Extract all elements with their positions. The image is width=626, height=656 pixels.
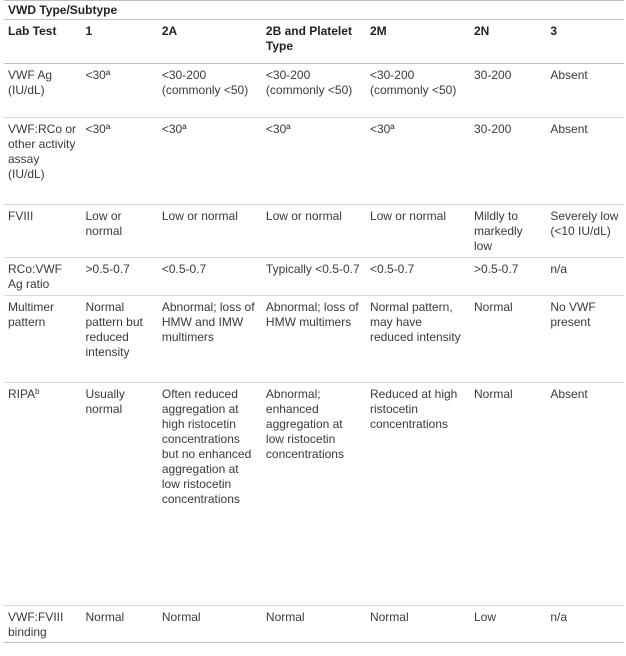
col-header-type-3: 3	[546, 20, 624, 64]
row-label: VWF:FVIII binding	[4, 606, 81, 643]
table-cell: <30ª	[81, 118, 157, 205]
table-cell: Abnormal; enhanced aggregation at low ristocetin concentrations	[262, 383, 366, 606]
col-header-type-2b: 2B and Platelet Type	[262, 20, 366, 64]
table-cell: <30ª	[158, 118, 262, 205]
table-cell: Normal pattern, may have reduced intensity	[366, 296, 470, 383]
table-cell: Reduced at high ristocetin concentrations	[366, 383, 470, 606]
row-label: RCo:VWF Ag ratio	[4, 258, 81, 296]
table-cell: No VWF present	[546, 296, 624, 383]
table-cell: Usually normal	[81, 383, 157, 606]
table-cell: Low or normal	[81, 205, 157, 258]
table-cell: Normal	[262, 606, 366, 643]
col-header-type-2m: 2M	[366, 20, 470, 64]
table-cell: Severely low (<10 IU/dL)	[546, 205, 624, 258]
table-cell: Normal	[470, 296, 546, 383]
table-cell: <30-200 (commonly <50)	[158, 64, 262, 118]
table-cell: >0.5-0.7	[470, 258, 546, 296]
table-cell: Often reduced aggregation at high ristocetin concentrations but no enhanced aggregation at low ristocetin concentrations	[158, 383, 262, 606]
row-label-text: RIPA	[8, 387, 36, 401]
table-cell: 30-200	[470, 64, 546, 118]
row-label: VWF Ag (IU/dL)	[4, 64, 81, 118]
table-cell: <30ª	[81, 64, 157, 118]
col-header-lab-test: Lab Test	[4, 20, 81, 64]
table-row-vwf-ag	[4, 64, 624, 118]
table-row-rco-ratio	[4, 258, 624, 296]
col-header-type-1: 1	[81, 20, 157, 64]
table-cell: <30-200 (commonly <50)	[366, 64, 470, 118]
table-cell: 30-200	[470, 118, 546, 205]
table-row-multimer	[4, 296, 624, 383]
table-cell: Abnormal; loss of HMW multimers	[262, 296, 366, 383]
table-cell: <30ª	[366, 118, 470, 205]
table-cell: <30-200 (commonly <50)	[262, 64, 366, 118]
table-cell: >0.5-0.7	[81, 258, 157, 296]
table-cell: Abnormal; loss of HMW and IMW multimers	[158, 296, 262, 383]
table-cell: <0.5-0.7	[366, 258, 470, 296]
table-row-fviii	[4, 205, 624, 258]
table-cell: <0.5-0.7	[158, 258, 262, 296]
table-cell: n/a	[546, 606, 624, 643]
table-cell: Absent	[546, 383, 624, 606]
table-cell: Low or normal	[366, 205, 470, 258]
table-cell: Absent	[546, 118, 624, 205]
table-cell: n/a	[546, 258, 624, 296]
row-label	[4, 383, 81, 606]
table-row-vwf-rco	[4, 118, 624, 205]
table-cell: Normal	[470, 383, 546, 606]
caption-row	[4, 1, 624, 20]
row-label: Multimer pattern	[4, 296, 81, 383]
table-cell: Low	[470, 606, 546, 643]
table-caption: VWD Type/Subtype	[4, 1, 624, 20]
table-cell: Normal	[81, 606, 157, 643]
row-label: VWF:RCo or other activity assay (IU/dL)	[4, 118, 81, 205]
table-cell: Normal	[366, 606, 470, 643]
table-cell: Mildly to markedly low	[470, 205, 546, 258]
table-cell: Normal	[158, 606, 262, 643]
row-label: FVIII	[4, 205, 81, 258]
table-cell: <30ª	[262, 118, 366, 205]
table-cell: Absent	[546, 64, 624, 118]
table-cell: Typically <0.5-0.7	[262, 258, 366, 296]
header-row	[4, 20, 624, 64]
table-cell: Normal pattern but reduced intensity	[81, 296, 157, 383]
table-row-ripa	[4, 383, 624, 606]
vwd-lab-table	[4, 0, 624, 643]
col-header-type-2a: 2A	[158, 20, 262, 64]
table-row-fviii-binding	[4, 606, 624, 643]
table-cell: Low or normal	[262, 205, 366, 258]
table-cell: Low or normal	[158, 205, 262, 258]
col-header-type-2n: 2N	[470, 20, 546, 64]
footnote-marker: b	[35, 387, 40, 396]
